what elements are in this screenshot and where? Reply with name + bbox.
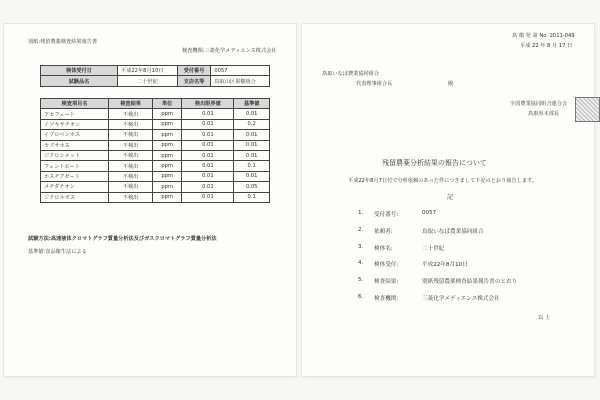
detection-limit-cell: 0.01 bbox=[182, 109, 234, 119]
item-number: 4. bbox=[358, 260, 364, 267]
result-cell: 不検出 bbox=[109, 140, 153, 150]
report-item bbox=[358, 227, 583, 244]
item-name-cell: ホスチアゼート bbox=[41, 171, 109, 181]
item-number: 2. bbox=[358, 226, 364, 233]
detection-limit-cell: 0.01 bbox=[182, 119, 234, 129]
results-header-cell: 検査項目名 bbox=[41, 99, 109, 109]
detection-limit-cell: 0.01 bbox=[182, 161, 234, 171]
item-number: 1. bbox=[358, 210, 364, 216]
item-value: 0057 bbox=[422, 210, 437, 216]
receipt-date-value: 平成22年8月10日 bbox=[118, 66, 178, 76]
receipt-no-value: 0057 bbox=[211, 66, 270, 76]
item-number: 6. bbox=[358, 293, 364, 300]
results-row bbox=[41, 130, 270, 140]
document-number: 鳥 衛 発 第 No. 2011-049 bbox=[512, 33, 575, 39]
unit-cell: ppm bbox=[152, 130, 181, 140]
ki-heading: 記 bbox=[447, 194, 454, 201]
unit-cell: ppm bbox=[152, 182, 181, 192]
method-line: 試験方法:高速液体クロマトグラフ質量分析法及びガスクロマトグラフ質量分析法 bbox=[28, 236, 217, 242]
sender-branch: 鳥取県本部長 bbox=[528, 111, 560, 117]
unit-cell: ppm bbox=[152, 161, 181, 171]
report-item bbox=[358, 277, 583, 294]
unit-cell: ppm bbox=[152, 140, 181, 150]
detection-limit-cell: 0.01 bbox=[182, 150, 234, 160]
item-name-cell: イソキサチオン bbox=[41, 119, 109, 129]
results-row bbox=[41, 140, 270, 150]
results-row bbox=[41, 182, 270, 192]
results-row bbox=[41, 192, 270, 202]
results-report-page bbox=[4, 24, 296, 376]
standard-value-cell: 0.01 bbox=[234, 171, 270, 181]
item-number: 3. bbox=[358, 243, 364, 250]
receipt-date-label: 検体受付日 bbox=[41, 66, 118, 76]
report-item bbox=[358, 244, 583, 261]
report-items-list bbox=[358, 210, 583, 311]
standard-value-cell: 0.01 bbox=[234, 109, 270, 119]
results-row bbox=[41, 171, 270, 181]
recipient-suffix: 殿 bbox=[448, 81, 454, 87]
result-cell: 不検出 bbox=[109, 109, 153, 119]
results-row bbox=[41, 109, 270, 119]
item-name-cell: カズサホス bbox=[41, 140, 109, 150]
submitter-label: 支店名等 bbox=[177, 76, 211, 86]
detection-limit-cell: 0.01 bbox=[182, 130, 234, 140]
unit-cell: ppm bbox=[152, 150, 181, 160]
results-row bbox=[41, 161, 270, 171]
item-number: 5. bbox=[358, 277, 364, 284]
result-cell: 不検出 bbox=[109, 119, 153, 129]
item-label: 受付番号: bbox=[374, 212, 399, 218]
unit-cell: ppm bbox=[152, 109, 181, 119]
standard-value-cell: 0.01 bbox=[234, 130, 270, 140]
result-cell: 不検出 bbox=[109, 130, 153, 140]
document-date: 平成 22 年 8 月 17 日 bbox=[520, 43, 573, 49]
results-row bbox=[41, 119, 270, 129]
standard-line: 基準値:食品衛生法による bbox=[28, 249, 87, 255]
results-header-cell: 基準値 bbox=[234, 99, 270, 109]
receipt-no-label: 受付番号 bbox=[177, 66, 211, 76]
item-name-cell: アセフェート bbox=[41, 109, 109, 119]
standard-value-cell: 0.05 bbox=[234, 182, 270, 192]
report-item bbox=[358, 294, 583, 311]
report-item bbox=[358, 210, 583, 227]
item-name-cell: フェントエート bbox=[41, 161, 109, 171]
unit-cell: ppm bbox=[152, 192, 181, 202]
standard-value-cell: 0.01 bbox=[234, 150, 270, 160]
results-row bbox=[41, 150, 270, 160]
recipient-person: 代表理事組合長 bbox=[356, 81, 393, 87]
result-cell: 不検出 bbox=[109, 192, 153, 202]
results-header-cell: 検出限界値 bbox=[182, 99, 234, 109]
results-header-cell: 単位 bbox=[152, 99, 181, 109]
item-name-cell: メチダチオン bbox=[41, 182, 109, 192]
result-cell: 不検出 bbox=[109, 182, 153, 192]
item-name-cell: ジクロルボス bbox=[41, 192, 109, 202]
sample-name-label: 試験品名 bbox=[41, 76, 118, 86]
detection-limit-cell: 0.01 bbox=[182, 140, 234, 150]
sample-name-value: 二十世紀 bbox=[118, 76, 178, 86]
standard-value-cell: 0.1 bbox=[234, 192, 270, 202]
result-cell: 不検出 bbox=[109, 150, 153, 160]
detection-limit-cell: 0.01 bbox=[182, 171, 234, 181]
item-label: 検査結果: bbox=[374, 279, 399, 286]
sample-info-table bbox=[40, 65, 270, 87]
closing-mark: 以 上 bbox=[538, 315, 551, 321]
detection-limit-cell: 0.01 bbox=[182, 182, 234, 192]
unit-cell: ppm bbox=[152, 171, 181, 181]
item-label: 検体名: bbox=[374, 245, 393, 252]
result-cell: 不検出 bbox=[109, 161, 153, 171]
report-title: 別紙:残留農薬検査結果報告書 bbox=[28, 39, 98, 45]
item-name-cell: イプロベンホス bbox=[41, 130, 109, 140]
sender-org: 全国農業協同組合連合会 bbox=[510, 101, 568, 107]
item-value: 平成22年8月10日 bbox=[422, 262, 468, 269]
standard-value-cell: 0.2 bbox=[234, 119, 270, 129]
item-value: 二十世紀 bbox=[422, 245, 445, 252]
letter-subject: 残留農薬分析結果の報告について bbox=[382, 159, 487, 167]
lab-line: 検査機関:三菱化学メディエンス株式会社 bbox=[182, 48, 277, 54]
submitter-value: 鳥取山区果樹組合 bbox=[211, 76, 270, 86]
item-value: 鳥取いなば農業協同組合 bbox=[422, 228, 484, 235]
item-name-cell: ジクロシメット bbox=[41, 150, 109, 160]
item-label: 依頼者: bbox=[374, 228, 393, 235]
standard-value-cell: 0.1 bbox=[234, 161, 270, 171]
report-letter-page bbox=[302, 24, 594, 376]
recipient-org: 鳥取いなば農業協同組合 bbox=[322, 71, 380, 77]
item-label: 検査機関: bbox=[374, 295, 399, 302]
report-item bbox=[358, 260, 583, 277]
results-table bbox=[40, 98, 270, 203]
letter-intro: 平成22年8月7日付で分析依頼のあった件につきまして下記のとおり報告します。 bbox=[348, 178, 538, 184]
standard-value-cell: 0.01 bbox=[234, 140, 270, 150]
item-value: 別紙残留農薬検査結果報告書のとおり bbox=[422, 279, 518, 286]
detection-limit-cell: 0.01 bbox=[182, 192, 234, 202]
unit-cell: ppm bbox=[152, 119, 181, 129]
item-value: 三菱化学メディエンス株式会社 bbox=[422, 295, 500, 302]
results-header-cell: 検査結果 bbox=[109, 99, 153, 109]
results-header-row bbox=[41, 99, 270, 109]
item-label: 検体受付: bbox=[374, 262, 399, 269]
result-cell: 不検出 bbox=[109, 171, 153, 181]
official-seal-stamp bbox=[575, 97, 600, 122]
